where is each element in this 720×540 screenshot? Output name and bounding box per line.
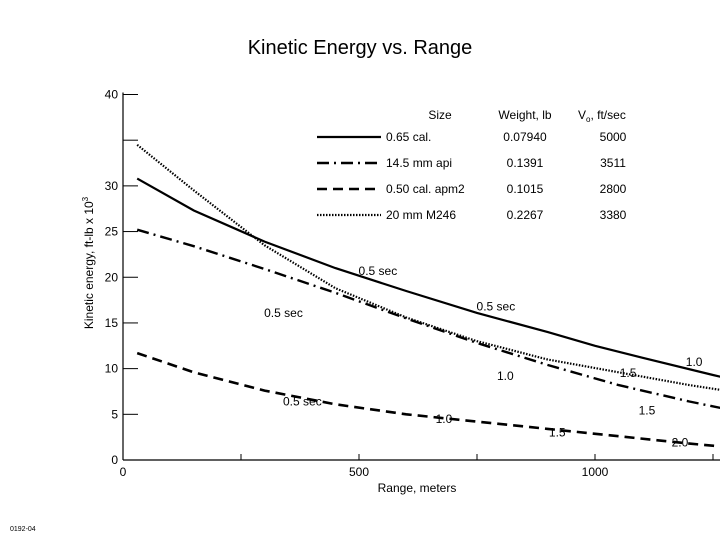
y-tick-label: 10 [104,361,118,376]
time-annotation: 0.5 sec [264,305,303,320]
legend-size: 0.50 cal. apm2 [386,182,465,196]
y-axis-label-group [81,196,96,329]
legend-size: 0.65 cal. [386,130,432,144]
y-tick-label: 20 [104,270,118,285]
legend-velocity: 5000 [599,130,627,144]
x-tick-label: 1000 [581,465,609,479]
time-annotation: 1.0 [435,411,453,426]
time-annotation: 0.5 sec [283,394,322,409]
time-annotation: 0.5 sec [358,263,398,278]
time-annotation: 1.0 [685,355,703,370]
legend-weight: 0.07940 [503,130,547,144]
y-axis-label: Kinetic energy, ft-lb x $10^3$ [81,196,96,330]
time-annotation: 2.0 [671,435,689,450]
legend-velocity: 3511 [600,156,626,170]
time-annotation: 1.5 [548,425,566,440]
legend-size: 14.5 mm api [386,156,453,170]
time-annotation: 1.5 [638,403,656,418]
series-line-2 [137,230,720,446]
legend-header-size: Size [428,108,452,122]
x-tick-label: 500 [348,465,370,479]
y-tick-label: 40 [104,87,118,102]
x-axis-label: Range, meters [377,481,457,495]
legend-velocity: 2800 [599,182,627,196]
legend [317,108,627,222]
legend-velocity: 3380 [599,208,627,222]
legend-weight: 0.1015 [506,182,544,196]
legend-weight: 0.1391 [506,156,544,170]
time-annotation: 1.5 [619,366,637,381]
y-tick-label: 0 [111,453,118,467]
annotations-group [264,264,720,462]
y-tick-label: 30 [104,178,118,193]
legend-header-velocity: $V_o$, ft/sec [578,108,626,124]
legend-header-weight: Weight, lb [498,108,552,122]
time-annotation: 0.5 sec [476,299,516,314]
y-tick-label: 5 [111,407,118,422]
x-tick-label: 0 [119,465,127,479]
figure-id: 0192-04 [10,526,36,533]
time-annotation: 1.0 [496,368,514,383]
y-tick-label: 25 [104,224,118,239]
legend-size: 20 mm M246 [386,208,457,222]
y-tick-label: 15 [104,315,118,330]
axes [105,88,720,480]
chart-title: Kinetic Energy vs. Range [247,37,473,59]
legend-weight: 0.2267 [506,208,544,222]
